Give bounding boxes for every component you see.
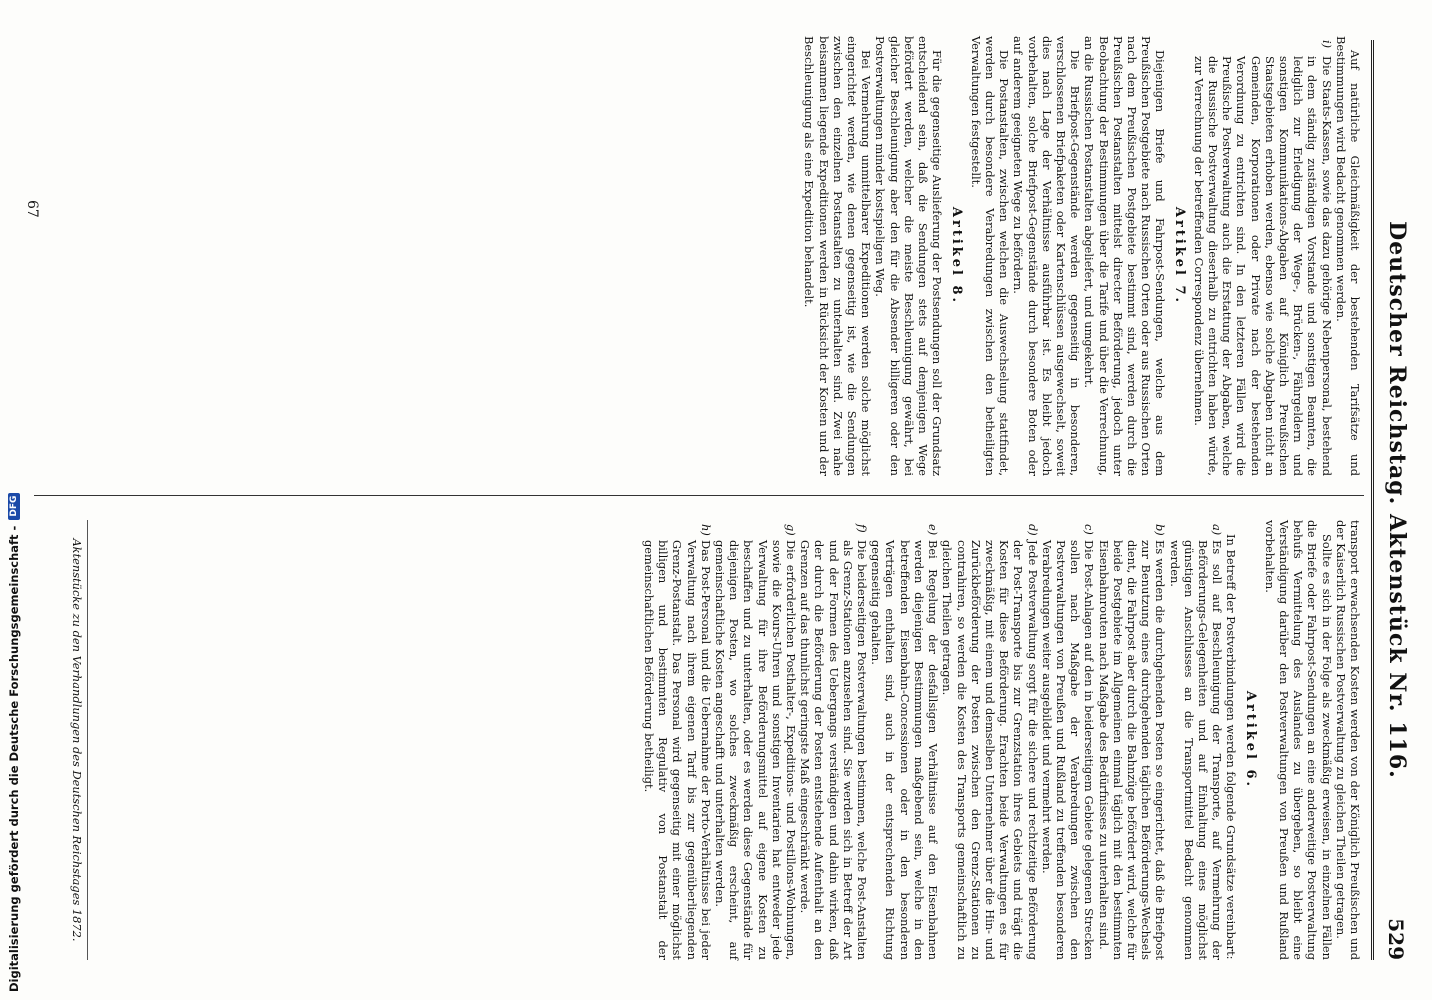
- item-text: Die beiderseitigen Postverwaltungen bestimmen, welche Post-Anstalten als Grenz-Stationen anzusehen sind. Sie werden sich in Betreff der Art und der Formen des Uebergangs verständigen und dahin wirken, daß der durch die Beförderung der Posten entstehende Aufenthalt an den Grenzen auf das thunlichst geringste Maß eingeschränkt werde.: [798, 540, 870, 960]
- item-label: e): [926, 524, 941, 536]
- column-divider: [34, 495, 1364, 496]
- right-column: [802, 36, 1362, 476]
- item-label: g): [784, 524, 799, 536]
- paragraph: Die Briefpost-Gegenstände werden gegenseitig in besonderen, verschlossenen Briefpaketen oder Kartenschlüssen ausgewechselt, soweit dies nach Lage der Verhältnisse ausführbar ist. Es bleibt jedoch vorbehalten, solche Briefpost-Gegenstände durch besondere Boten oder auf anderem geeigneten Wege zu befördern.: [1011, 36, 1083, 476]
- list-item: [1096, 520, 1167, 960]
- list-item: [713, 520, 798, 960]
- paragraph: In Betreff der Postverbindungen werden folgende Grundsätze vereinbart:: [1224, 534, 1239, 960]
- scan-notice-text: Digitalisierung gefördert durch die Deutsche Forschungsgemeinschaft -: [7, 525, 21, 992]
- paragraph: Sollte es sich in der Folge als zweckmäßig erweisen, in einzelnen Fällen die Briefe oder Fahrpost-Sendungen an eine anderweitige Postverwaltung behufs Vermittelung des Auslandes zu übergeben, so bleibt eine Verständigung darüber den Postverwaltungen von Preußen und Rußland vorbehalten.: [1262, 520, 1334, 960]
- item-label: c): [1082, 524, 1097, 535]
- item-text: Die Post-Anlagen auf den in beiderseitigem Gebiete gelegenen Strecken sollen nach Maßgabe der Verabredungen zwischen den Postverwaltungen von Preußen und Rußland zu treffenden besonderen Verabredungen weiter ausgebildet und vermehrt werden.: [1039, 540, 1097, 960]
- scan-notice-bar: [0, 0, 32, 1000]
- list-item: [642, 520, 713, 960]
- item-text: Jede Postverwaltung sorgt für die sichere und rechtzeitige Beförderung der Post-Transporte bis zur Grenzstation ihres Gebiets und trägt die Kosten für diese Beförderung. Erachten beide Verwaltungen es für zweckmäßig, mit einem und demselben Unternehmer über die Hin- und Zurückbeförderung der Posten zwischen den Grenz-Stationen zu contrahiren, so werden die Kosten des Transports gemeinschaftlich zu gleichen Theilen getragen.: [940, 540, 1040, 960]
- list-item: [869, 520, 940, 960]
- page-footer: Aktenstücke zu den Verhandlungen des Deutschen Reichstages 1872.: [70, 520, 88, 960]
- item-label: a): [1210, 524, 1225, 536]
- item-label: h): [698, 524, 713, 536]
- item-label: f): [855, 524, 870, 533]
- list-item: [940, 520, 1039, 960]
- item-text: Bei Regelung der desfallsigen Verhältnisse auf den Eisenbahnen werden diejenigen Bestimmungen maßgebend sein, welche in den betreffenden Eisenbahn-Concessionen oder in den besonderen Verträgen enthalten sind, auch in der entsprechenden Richtung gegenseitig gehalten.: [869, 540, 941, 960]
- paragraph: Für die gegenseitige Auslieferung der Postsendungen soll der Grundsatz entscheidend sein, daß die Sendungen stets auf demjenigen Wege befördert werden, welcher die meiste Beschleunigung gewährt, bei gleicher Beschleunigung aber den für die Absender billigeren oder den Postverwaltungen minder kostspieligen Weg.: [873, 36, 945, 476]
- page-header: [1376, 40, 1410, 960]
- paragraph: Die Staats-Kassen, sowie das dazu gehörige Nebenpersonal, bestehend in dem ständig zuständigen Vorstande und sonstigen Beamten, die lediglich zur Erledigung der Wege-, Brücken-, Fährgeldern und sonstigen Kommunikations-Abgaben auf Königlich Preußischen Staatsgebieten erhoben werden, ebenso wie solche Abgaben nicht an Gemeinden, Korporationen oder Private nach der bestehenden Verordnung zu entrichten sind. In den letzteren Fällen wird die Preußische Postverwaltung auch die Erstattung der Abgaben, welche die Russische Postverwaltung dieserhalb zu entrichten haben würde, zur Verrechnung der betreffenden Correspondenz übernehmen.: [1191, 56, 1334, 476]
- list-item: [798, 520, 869, 960]
- paragraph: Diejenigen Briefe und Fahrpost-Sendungen, welche aus dem Preußischen Postgebiete nach Russischen Orten oder aus Russischen Orten nach dem Preußischen Postgebiete bestimmt sind, werden durch die Preußischen Postanstalten mittelst directer Beförderung, jedoch unter Beobachtung der Bestimmungen über die Tarife und über die Verrechnung, an die Russischen Postanstalten abgeliefert, und umgekehrt.: [1082, 36, 1168, 476]
- paragraph: Bei Vermehrung unmittelbarer Expeditionen werden solche möglichst eingerichtet werden, wie denen gegenseitig ist, wie die Sendungen zwischen den einzelnen Postanstalten zu unterhalten sind. Zwei nahe beisammen liegende Expeditionen werden in Rücksicht der Kosten und der Beschleunigung als eine Expedition behandelt.: [802, 36, 874, 476]
- scan-notice: [2, 12, 26, 992]
- list-item: [1040, 520, 1097, 960]
- page-number: 529: [1384, 918, 1408, 960]
- header-rule: [1371, 40, 1374, 960]
- list-item: i) Die Staats-Kassen, sowie das dazu gehörige Nebenpersonal, bestehend in dem ständig zuständigen Vorstande und sonstigen Beamten, die lediglich zur Erledigung der Wege-, Brücken-, Fährgeldern und sonstigen Kommunikations-Abgaben auf Königlich Preußischen Staatsgebieten erhoben werden, ebenso wie solche Abgaben nicht an Gemeinden, Korporationen oder Private nach der bestehenden Verordnung zu entrichten sind. In den letzteren Fällen wird die Preußische Postverwaltung auch die Erstattung der Abgaben, welche die Russische Postverwaltung dieserhalb zu entrichten haben würde, zur Verrechnung der betreffenden Correspondenz übernehmen.: [1191, 40, 1334, 476]
- list-item: [1167, 520, 1224, 960]
- footer-page-number: 67: [24, 200, 40, 218]
- article-heading: Artikel 6.: [1242, 690, 1258, 790]
- item-label: d): [1025, 524, 1040, 536]
- paragraph: Auf natürliche Gleichmäßigkeit der bestehenden Tarifsätze und Bestimmungen wird Bedacht genommen werden.: [1333, 36, 1362, 476]
- paragraph: Die Postanstalten, zwischen welchen die Auswechselung stattfindet, werden durch besondere Verabredungen zwischen den betheiligten Verwaltungen festgestellt.: [968, 36, 1012, 476]
- item-text: Die erforderlichen Posthalter-, Expeditions- und Postillons-Wohnungen, sowie die Kours-Uhren und sonstigen Inventarien hat entweder jede Verwaltung für ihre Beförderungsmittel auf eigene Kosten zu beschaffen und zu unterhalten, oder es werden diese Gegenstände für diejenigen Posten, wo solches zweckmäßig erscheint, auf gemeinschaftliche Kosten angeschafft und unterhalten werden.: [713, 540, 799, 960]
- left-column: [642, 520, 1362, 960]
- paragraph: transport erwachsenden Kosten werden von der Königlich Preußischen und der Kaiserlich Russischen Postverwaltung zu gleichen Theilen getragen.: [1333, 520, 1362, 960]
- page-title: Deutscher Reichstag. Aktenstück Nr. 116.: [1384, 221, 1410, 779]
- item-text: Es soll auf Beschleunigung der Transporte, auf Vermehrung der Beförderungs-Gelegenheiten und auf Einhaltung eines möglichst günstigen Anschlusses an die Transportmittel Bedacht genommen werden.: [1167, 540, 1225, 960]
- item-label: b): [1153, 524, 1168, 536]
- article-heading: Artikel 7.: [1171, 206, 1187, 306]
- item-text: Das Post-Personal und die Uebernahme der Porto-Verhältnisse bei jeder Verwaltung nach ihrem eigenen Tarif bis zur gegenüberliegenden Grenz-Postanstalt. Das Personal wird gegenseitig mit einer möglichst billigen und bestimmten Regulativ von Postanstalt der gemeinschaftlichen Beförderung betheiligt.: [642, 540, 713, 960]
- item-text: Es werden die durchgehenden Posten so eingerichtet, daß die Briefpost zur Benutzung eines durchgehenden täglichen Beförderungs-Wechsels dient, die Fahrpost aber durch die Bahnzüge befördert wird, welche für beide Postgebiete im Allgemeinen einmal täglich mit den bestimmten Eisenbahnrouten nach Maßgabe des Bedürfnisses zu unterhalten sind.: [1096, 540, 1168, 960]
- dfg-logo-icon: DFG: [8, 493, 20, 520]
- article-heading: Artikel 8.: [948, 206, 964, 306]
